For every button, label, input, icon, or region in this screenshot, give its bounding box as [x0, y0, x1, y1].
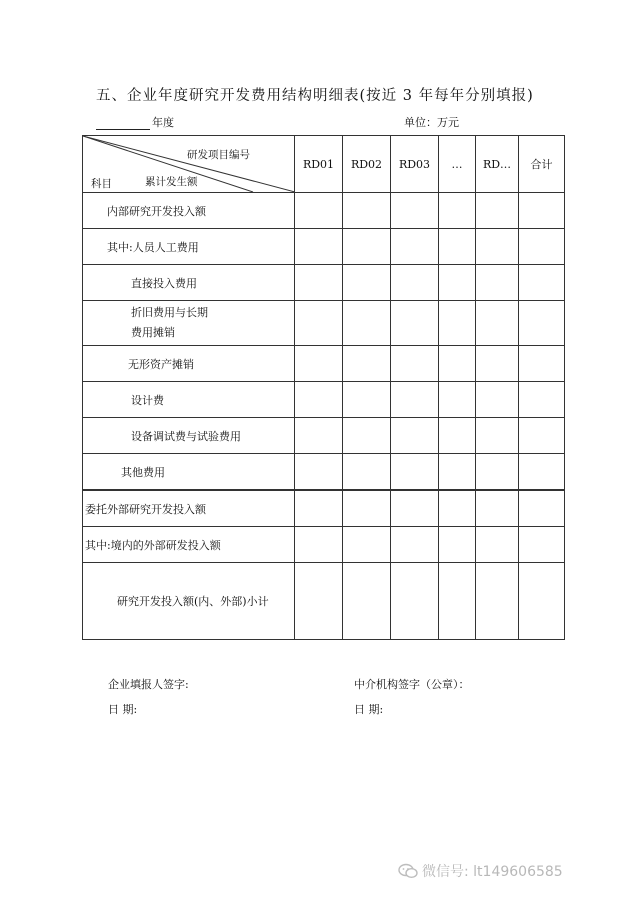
data-cell[interactable]: [476, 193, 519, 229]
data-cell[interactable]: [439, 193, 476, 229]
data-cell[interactable]: [476, 490, 519, 527]
data-cell[interactable]: [391, 265, 439, 301]
data-cell[interactable]: [391, 490, 439, 527]
data-cell[interactable]: [391, 346, 439, 382]
data-cell[interactable]: [295, 301, 343, 346]
row-label: 无形资产摊销: [128, 357, 194, 371]
row-label: 研究开发投入额(内、外部)小计: [117, 595, 269, 608]
data-cell[interactable]: [295, 490, 343, 527]
year-blank-line: [96, 117, 150, 130]
data-cell[interactable]: [295, 527, 343, 563]
row-label: 其他费用: [121, 465, 165, 479]
unit-label: 单位：万元: [404, 116, 459, 129]
year-field: [96, 114, 174, 130]
data-cell[interactable]: [343, 418, 391, 454]
column-header: RD01: [295, 136, 343, 193]
data-cell[interactable]: [519, 382, 565, 418]
data-cell[interactable]: [391, 418, 439, 454]
column-header: RD03: [391, 136, 439, 193]
data-cell[interactable]: [476, 301, 519, 346]
table-row: [83, 193, 565, 229]
row-label: 直接投入费用: [131, 276, 197, 290]
row-label: 其中:人员人工费用: [107, 240, 199, 254]
row-label: 设备调试费与试验费用: [131, 429, 241, 443]
data-cell[interactable]: [519, 490, 565, 527]
data-cell[interactable]: [439, 301, 476, 346]
data-cell[interactable]: [476, 346, 519, 382]
data-cell[interactable]: [519, 527, 565, 563]
data-cell[interactable]: [439, 527, 476, 563]
data-cell[interactable]: [343, 265, 391, 301]
table-header-row: [83, 136, 565, 193]
data-cell[interactable]: [439, 346, 476, 382]
data-cell[interactable]: [519, 265, 565, 301]
data-cell[interactable]: [391, 527, 439, 563]
data-cell[interactable]: [391, 229, 439, 265]
table-row: [83, 454, 565, 491]
row-label-line2: 费用摊销: [131, 326, 175, 339]
data-cell[interactable]: [343, 563, 391, 640]
table-row: [83, 229, 565, 265]
data-cell[interactable]: [439, 265, 476, 301]
wechat-icon: [398, 863, 418, 879]
data-cell[interactable]: [343, 301, 391, 346]
watermark: [398, 861, 563, 881]
column-header: RD…: [476, 136, 519, 193]
data-cell[interactable]: [343, 527, 391, 563]
data-cell[interactable]: [519, 346, 565, 382]
data-cell[interactable]: [519, 454, 565, 491]
data-cell[interactable]: [476, 382, 519, 418]
data-cell[interactable]: [519, 301, 565, 346]
header-project-number: 研发项目编号: [187, 149, 250, 161]
column-header: 合计: [519, 136, 565, 193]
data-cell[interactable]: [295, 193, 343, 229]
data-cell[interactable]: [343, 193, 391, 229]
table-row: [83, 346, 565, 382]
data-cell[interactable]: [343, 454, 391, 491]
data-cell[interactable]: [476, 229, 519, 265]
data-cell[interactable]: [476, 527, 519, 563]
data-cell[interactable]: [391, 382, 439, 418]
data-cell[interactable]: [439, 382, 476, 418]
table-row: [83, 301, 565, 346]
data-cell[interactable]: [519, 563, 565, 640]
row-label: 设计费: [131, 393, 164, 407]
year-suffix: 年度: [152, 116, 174, 129]
table-row: [83, 418, 565, 454]
data-cell[interactable]: [391, 301, 439, 346]
row-label: 其中:境内的外部研发投入额: [85, 538, 221, 552]
data-cell[interactable]: [439, 563, 476, 640]
row-label: 内部研究开发投入额: [107, 204, 206, 218]
data-cell[interactable]: [295, 229, 343, 265]
data-cell[interactable]: [295, 382, 343, 418]
data-cell[interactable]: [519, 418, 565, 454]
data-cell[interactable]: [476, 454, 519, 491]
column-header: RD02: [343, 136, 391, 193]
table-row-subtotal: [83, 563, 565, 640]
data-cell[interactable]: [295, 563, 343, 640]
company-signature-label: 企业填报人签字:: [108, 678, 189, 691]
data-cell[interactable]: [476, 563, 519, 640]
header-accumulated-amount: 累计发生额: [145, 176, 198, 188]
diagonal-header-cell: [83, 136, 295, 193]
data-cell[interactable]: [391, 454, 439, 491]
data-cell[interactable]: [295, 418, 343, 454]
data-cell[interactable]: [439, 229, 476, 265]
agency-signature-label: 中介机构签字（公章）：: [354, 678, 470, 691]
data-cell[interactable]: [391, 563, 439, 640]
data-cell[interactable]: [519, 229, 565, 265]
data-cell[interactable]: [295, 454, 343, 491]
column-header: …: [439, 136, 476, 193]
table-row: [83, 527, 565, 563]
table-row: [83, 490, 565, 527]
data-cell[interactable]: [439, 490, 476, 527]
page-title: 五、企业年度研究开发费用结构明细表(按近 3 年每年分别填报): [96, 88, 534, 104]
data-cell[interactable]: [343, 382, 391, 418]
data-cell[interactable]: [295, 346, 343, 382]
data-cell[interactable]: [439, 418, 476, 454]
data-cell[interactable]: [295, 265, 343, 301]
rd-expense-table: [82, 135, 565, 640]
agency-date-label: 日 期:: [354, 703, 384, 716]
data-cell[interactable]: [391, 193, 439, 229]
data-cell[interactable]: [439, 454, 476, 491]
company-date-label: 日 期:: [108, 703, 138, 716]
data-cell[interactable]: [343, 229, 391, 265]
table-row: [83, 265, 565, 301]
data-cell[interactable]: [476, 265, 519, 301]
data-cell[interactable]: [343, 490, 391, 527]
watermark-text: 微信号: lt149606585: [422, 864, 563, 880]
header-subject: 科目: [91, 178, 112, 190]
row-label: 折旧费用与长期: [131, 306, 208, 319]
data-cell[interactable]: [519, 193, 565, 229]
data-cell[interactable]: [476, 418, 519, 454]
data-cell[interactable]: [343, 346, 391, 382]
table-row: [83, 382, 565, 418]
row-label: 委托外部研究开发投入额: [85, 502, 206, 516]
